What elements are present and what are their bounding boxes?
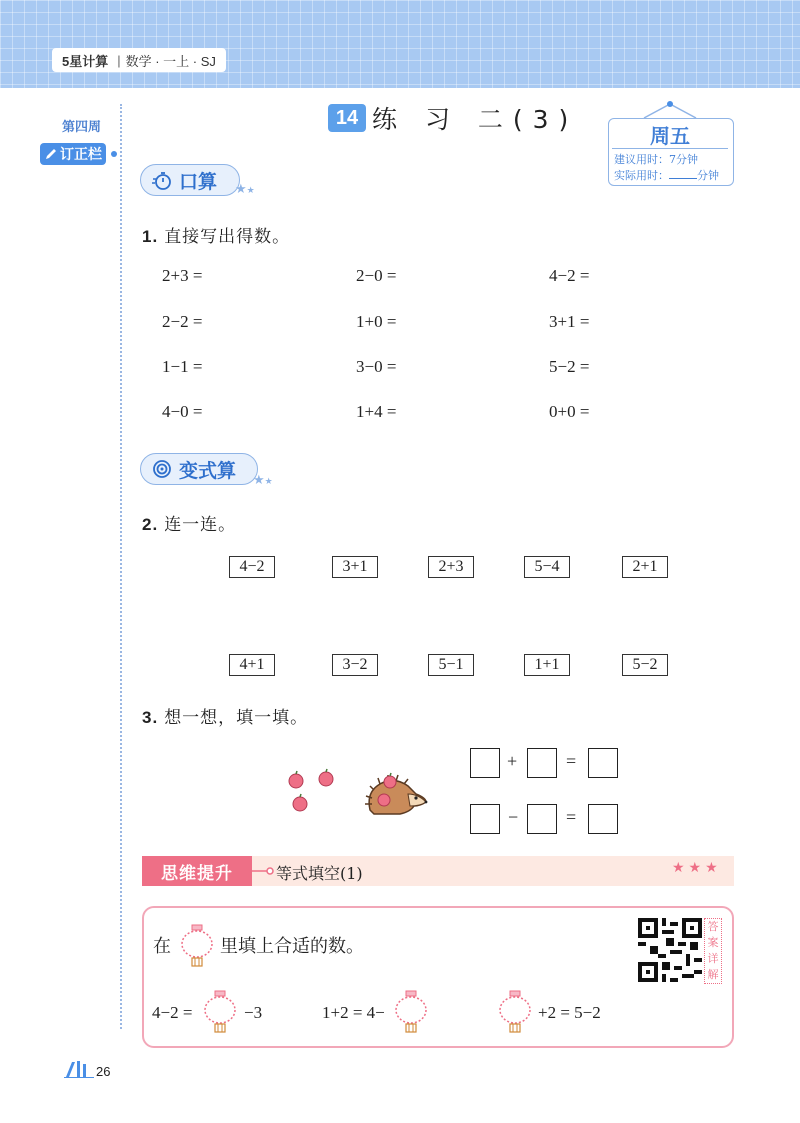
match-card[interactable]: 5−4 — [524, 556, 570, 578]
section-oral-pill — [140, 164, 240, 196]
actual-time-blank[interactable] — [669, 168, 697, 179]
actual-time-prefix: 实际用时： — [614, 169, 669, 182]
pencil-icon — [44, 147, 58, 161]
equation-1-left: 4−2 = — [152, 1003, 193, 1022]
equation-3-right: +2 = 5−2 — [538, 1003, 601, 1022]
q2-number: 2. — [142, 515, 159, 534]
match-card[interactable]: 4+1 — [229, 654, 275, 676]
match-card[interactable]: 2+1 — [622, 556, 668, 578]
hedgehog-illustration — [364, 772, 430, 818]
thinking-subtitle: 等式填空(1) — [276, 864, 363, 883]
series-divider: | — [117, 52, 121, 68]
star-decor-icon: ★★ — [253, 473, 273, 488]
oral-expression[interactable]: 1+0 = — [356, 312, 397, 331]
apple-icon — [289, 771, 303, 788]
answer-box[interactable] — [527, 748, 557, 778]
oral-expression[interactable]: 2−2 = — [162, 312, 203, 331]
answer-box[interactable] — [470, 804, 500, 834]
lantern-icon[interactable] — [393, 990, 429, 1034]
answer-box[interactable] — [470, 748, 500, 778]
answer-box[interactable] — [527, 804, 557, 834]
correction-label: 订正栏 — [60, 146, 102, 162]
difficulty-stars: ★★★ — [672, 860, 722, 876]
page-number: 26 — [96, 1064, 111, 1079]
oral-expression[interactable]: 3−0 = — [356, 357, 397, 376]
lesson-number-badge: 14 — [328, 104, 366, 132]
header-band — [0, 0, 800, 88]
lantern-icon[interactable] — [202, 990, 238, 1034]
suggested-time: 建议用时：7分钟 — [614, 153, 698, 166]
q1-title — [142, 222, 290, 247]
equation-1-right: −3 — [244, 1003, 263, 1022]
correction-divider — [120, 104, 122, 1029]
minus-sign: − — [508, 807, 519, 827]
day-name: 周五 — [650, 124, 690, 148]
series-name: 5星计算 — [62, 53, 109, 69]
oral-expression[interactable]: 4−2 = — [549, 266, 590, 285]
equation-2-left: 1+2 = 4− — [322, 1003, 385, 1022]
equals-sign: = — [566, 751, 577, 771]
target-icon — [151, 458, 173, 480]
match-card[interactable]: 3+1 — [332, 556, 378, 578]
lantern-icon[interactable] — [497, 990, 533, 1034]
apple-icon — [384, 773, 396, 788]
instruction-text: 里填上合适的数。 — [220, 936, 364, 957]
lesson-title: 练 习 二(3) — [372, 105, 579, 134]
actual-time — [614, 167, 719, 183]
subject-label: 数学 · 一上 · SJ — [125, 53, 216, 69]
oral-expression[interactable]: 2−0 = — [356, 266, 397, 285]
page-marker-icon — [64, 1058, 94, 1078]
match-card[interactable]: 5−2 — [622, 654, 668, 676]
oral-expression[interactable]: 1−1 = — [162, 357, 203, 376]
section-variant-label: 变式算 — [179, 459, 237, 482]
match-card[interactable]: 3−2 — [332, 654, 378, 676]
answer-detail-label: 答案详解 — [704, 918, 722, 984]
q3-prompt: 想一想，填一填。 — [164, 708, 309, 728]
answer-box[interactable] — [588, 748, 618, 778]
section-variant-pill — [140, 453, 258, 485]
oral-expression[interactable]: 4−0 = — [162, 402, 203, 421]
q3-title — [142, 703, 308, 728]
star-decor-icon: ★★ — [235, 182, 255, 197]
q2-title — [142, 510, 236, 535]
correction-dot — [111, 151, 117, 157]
qr-code-icon[interactable] — [638, 918, 702, 982]
match-card[interactable]: 5−1 — [428, 654, 474, 676]
correction-column-tag — [40, 143, 106, 165]
series-tag — [52, 48, 226, 72]
thinking-tag: 思维提升 — [142, 856, 252, 886]
plus-sign: + — [507, 751, 518, 771]
oral-expression[interactable]: 5−2 = — [549, 357, 590, 376]
apple-icon — [293, 794, 307, 811]
q1-prompt: 直接写出得数。 — [164, 227, 291, 247]
match-card[interactable]: 2+3 — [428, 556, 474, 578]
section-oral-label: 口算 — [179, 170, 218, 193]
answer-box[interactable] — [588, 804, 618, 834]
oral-expression[interactable]: 2+3 = — [162, 266, 203, 285]
actual-time-suffix: 分钟 — [697, 169, 719, 182]
oral-expression[interactable]: 1+4 = — [356, 402, 397, 421]
instruction-before: 在 — [153, 936, 171, 957]
equals-sign: = — [566, 807, 577, 827]
oral-expression[interactable]: 0+0 = — [549, 402, 590, 421]
match-card[interactable]: 1+1 — [524, 654, 570, 676]
lantern-icon — [179, 924, 215, 968]
week-label: 第四周 — [62, 119, 102, 134]
q3-number: 3. — [142, 708, 159, 727]
q1-number: 1. — [142, 227, 159, 246]
day-box-divider — [612, 148, 728, 149]
hanger-icon — [640, 100, 700, 120]
match-card[interactable]: 4−2 — [229, 556, 275, 578]
q2-prompt: 连一连。 — [164, 515, 237, 535]
connector-icon — [252, 866, 274, 876]
apples-illustration — [284, 768, 344, 814]
oral-expression[interactable]: 3+1 = — [549, 312, 590, 331]
apple-icon — [319, 769, 333, 786]
stopwatch-icon — [151, 169, 173, 191]
